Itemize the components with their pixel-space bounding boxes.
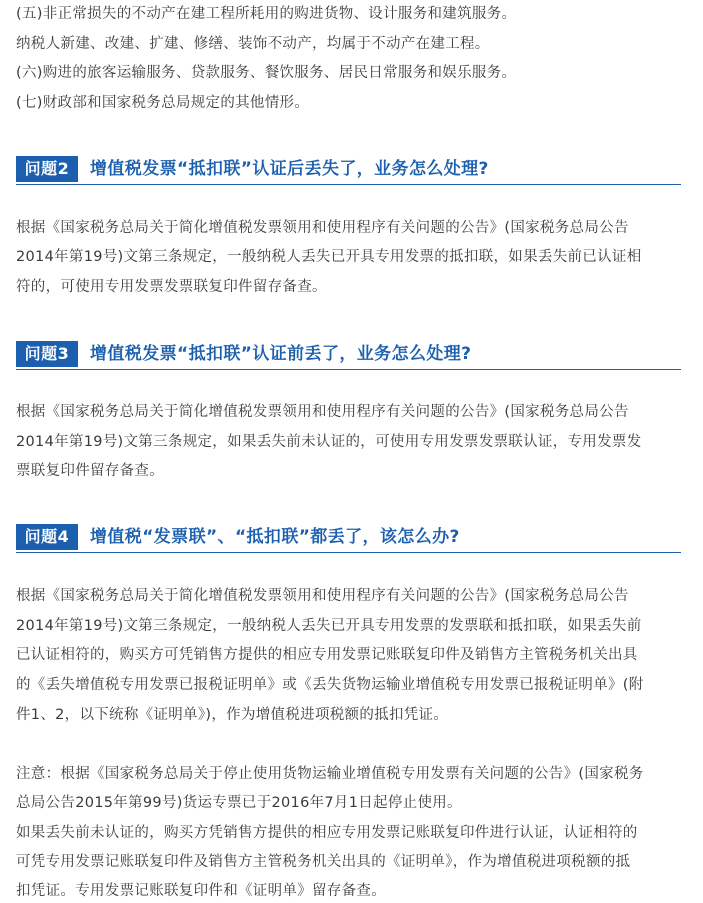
intro-line: 纳税人新建、改建、扩建、修缮、装饰不动产，均属于不动产在建工程。: [16, 36, 490, 52]
question-2-heading: [16, 152, 681, 185]
question-3-body-line: 票联复印件留存备查。: [16, 463, 164, 479]
intro-line: (六)购进的旅客运输服务、贷款服务、餐饮服务、居民日常服务和娱乐服务。: [16, 65, 517, 81]
question-4-body-line: 的《丢失增值税专用发票已报税证明单》或《丢失货物运输业增值税专用发票已报税证明单》(附: [16, 677, 644, 693]
question-4-heading: [16, 520, 681, 553]
question-3-body-line: 2014年第19号)文第三条规定，如果丢失前未认证的，可使用专用发票发票联认证，专用发票发: [16, 434, 642, 450]
question-4-title: 增值税“发票联”、“抵扣联”都丢了，该怎么办?: [90, 527, 460, 547]
note-line: 扣凭证。专用发票记账联复印件和《证明单》留存备查。: [16, 883, 386, 899]
question-3-body-line: 根据《国家税务总局关于简化增值税发票领用和使用程序有关问题的公告》(国家税务总局公告: [16, 404, 629, 420]
note-line: 总局公告2015年第99号)货运专票已于2016年7月1日起停止使用。: [16, 795, 462, 811]
question-2-title: 增值税发票“抵扣联”认证后丢失了，业务怎么处理?: [90, 159, 489, 179]
question-2-body-line: 符的，可使用专用发票发票联复印件留存备查。: [16, 279, 327, 295]
question-4-body-line: 件1、2，以下统称《证明单》)，作为增值税进项税额的抵扣凭证。: [16, 707, 449, 723]
question-4-badge: 问题4: [16, 524, 78, 550]
question-3-heading: [16, 337, 681, 370]
note-line: 注意：根据《国家税务总局关于停止使用货物运输业增值税专用发票有关问题的公告》(国家税务: [16, 766, 644, 782]
note-line: 如果丢失前未认证的，购买方凭销售方提供的相应专用发票记账联复印件进行认证，认证相符的: [16, 825, 638, 841]
intro-line: (七)财政部和国家税务总局规定的其他情形。: [16, 95, 310, 111]
question-2-badge: 问题2: [16, 156, 78, 182]
question-3-title: 增值税发票“抵扣联”认证前丢了，业务怎么处理?: [90, 344, 472, 364]
note-line: 可凭专用发票记账联复印件及销售方主管税务机关出具的《证明单》，作为增值税进项税额的抵: [16, 854, 631, 870]
question-2-body-line: 2014年第19号)文第三条规定，一般纳税人丢失已开具专用发票的抵扣联，如果丢失前已认证相: [16, 249, 642, 265]
intro-line: (五)非正常损失的不动产在建工程所耗用的购进货物、设计服务和建筑服务。: [16, 6, 517, 22]
question-3-badge: 问题3: [16, 341, 78, 367]
question-4-body-line: 2014年第19号)文第三条规定，一般纳税人丢失已开具专用发票的发票联和抵扣联，如果丢失前: [16, 618, 642, 634]
question-4-body-line: 根据《国家税务总局关于简化增值税发票领用和使用程序有关问题的公告》(国家税务总局公告: [16, 588, 629, 604]
question-4-body-line: 已认证相符的，购买方可凭销售方提供的相应专用发票记账联复印件及销售方主管税务机关出具: [16, 647, 638, 663]
question-2-body-line: 根据《国家税务总局关于简化增值税发票领用和使用程序有关问题的公告》(国家税务总局公告: [16, 220, 629, 236]
